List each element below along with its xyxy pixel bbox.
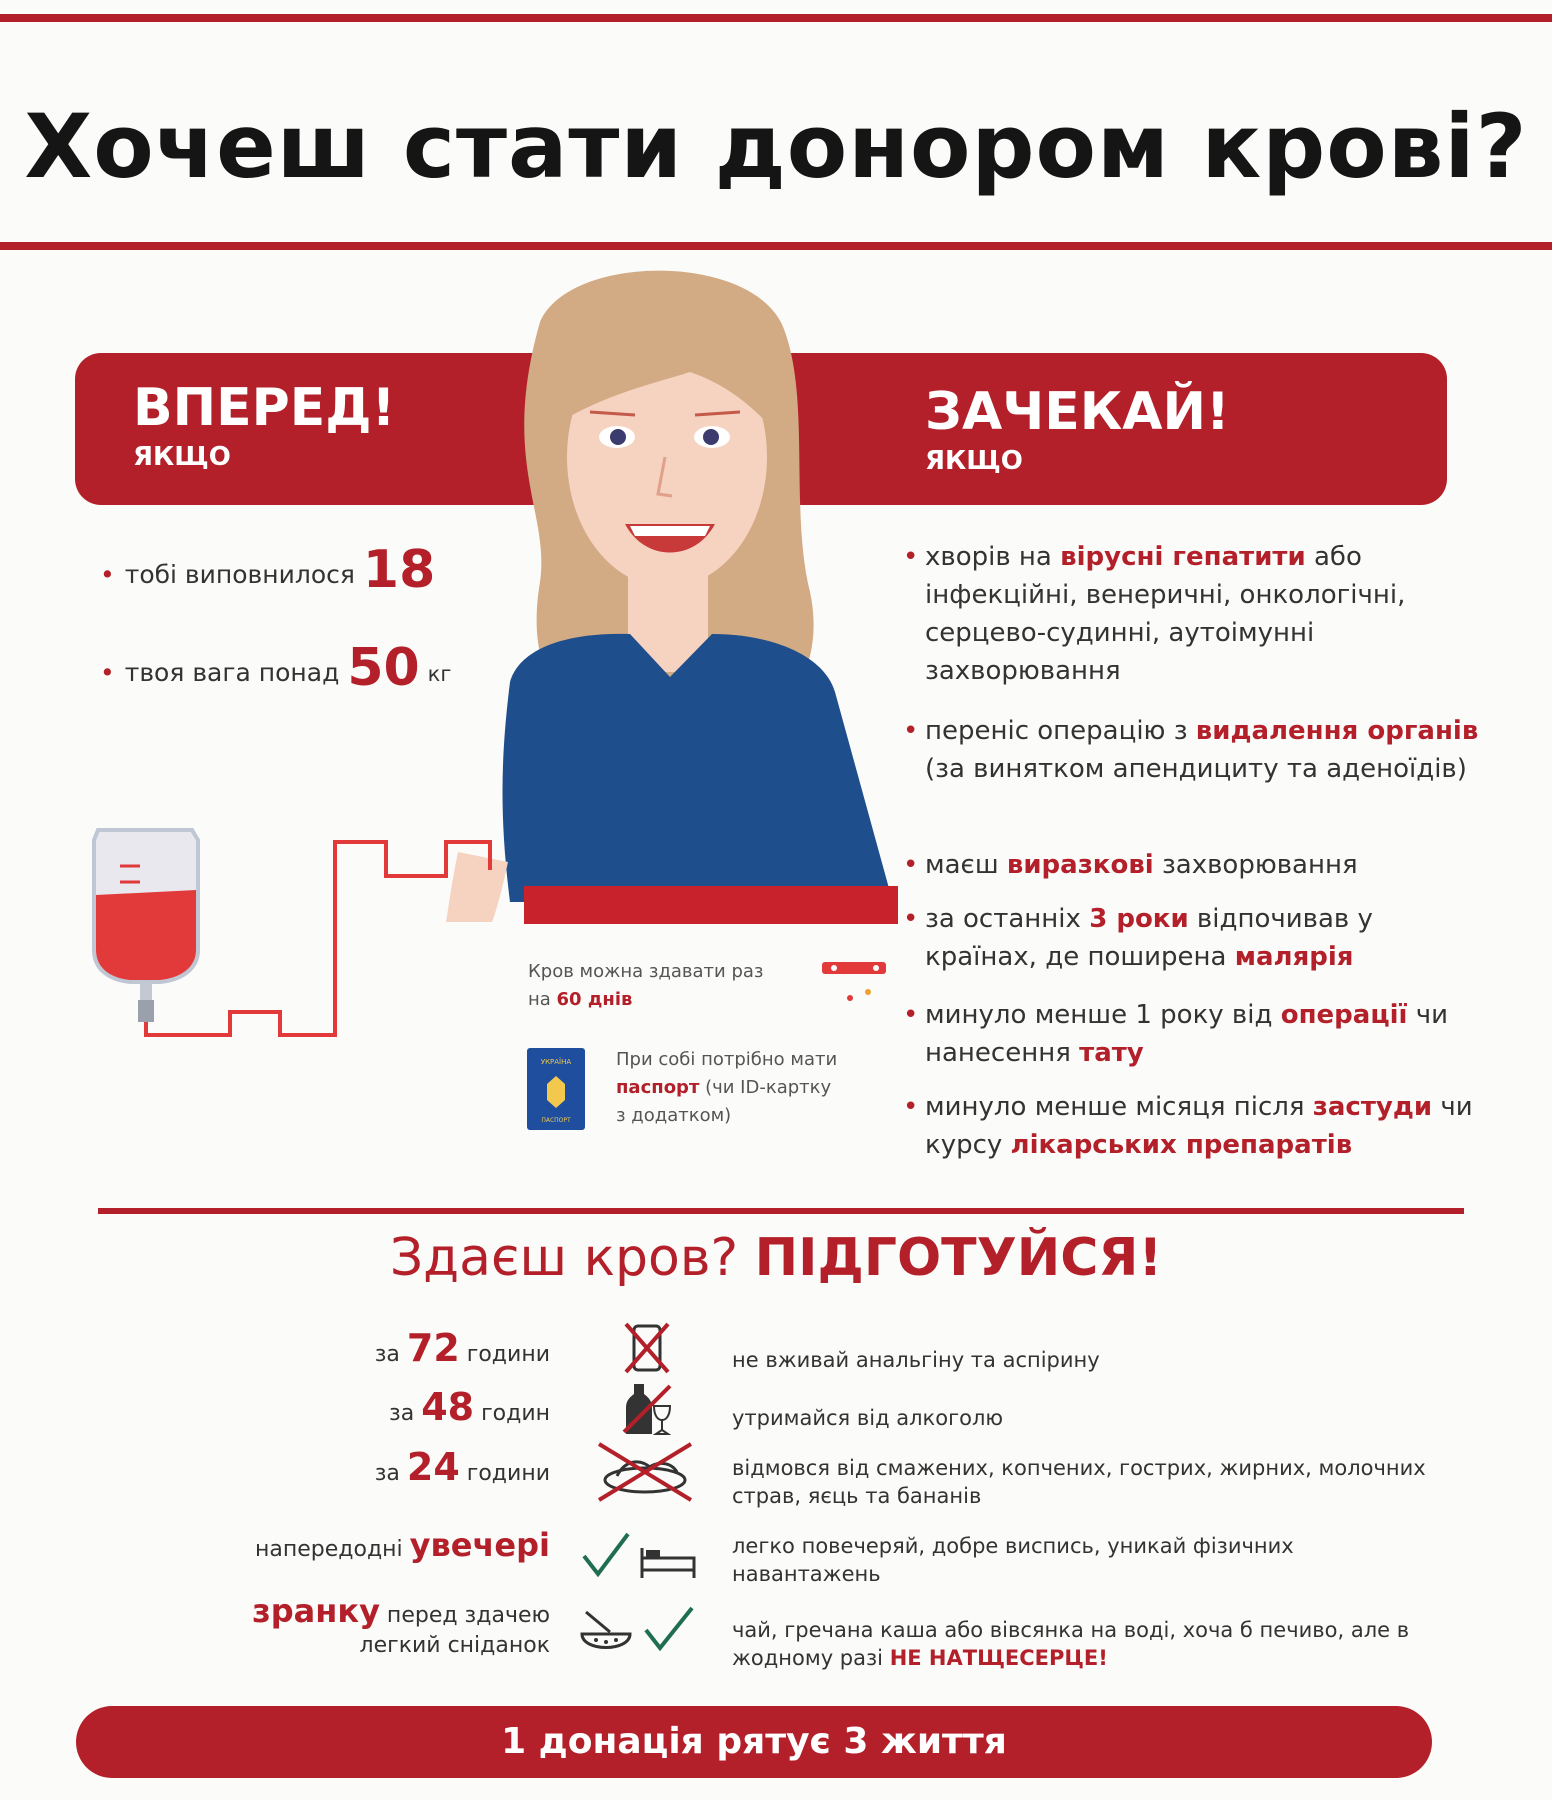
breakfast-check-icon <box>576 1604 700 1660</box>
age-text: тобі виповнилося <box>124 560 355 589</box>
no-alcohol-icon <box>622 1380 672 1436</box>
top-rule <box>0 14 1552 22</box>
blood-bag-icon <box>90 820 510 1050</box>
weight-text: твоя вага понад <box>124 658 340 687</box>
prep-time-72h: за 72 години <box>374 1326 550 1370</box>
svg-text:УКРАЇНА: УКРАЇНА <box>540 1058 572 1066</box>
go-subheading: ЯКЩО <box>133 442 231 472</box>
weight-value: 50 <box>347 638 420 698</box>
wait-condition-4: • за останніх 3 роки відпочивав у країнах, де поширена малярія <box>903 904 1373 972</box>
age-value: 18 <box>362 540 436 600</box>
wait-condition-5: • минуло менше 1 року від операції чи нанесення тату <box>903 1000 1448 1068</box>
wait-condition-2: • переніс операцію з видалення органів (за винятком апендициту та аденоїдів) <box>903 716 1479 784</box>
desk-bar <box>524 886 898 924</box>
svg-text:ПАСПОРТ: ПАСПОРТ <box>541 1117 571 1124</box>
footer-banner: 1 донація рятує 3 життя <box>76 1706 1432 1778</box>
no-fatty-food-icon <box>595 1440 695 1504</box>
donation-interval-note: Кров можна здавати раз на 60 днів <box>528 961 764 1010</box>
check-bed-icon <box>580 1528 700 1584</box>
calendar-icon <box>820 958 890 1008</box>
prep-time-evening: напередодні увечері <box>254 1526 550 1564</box>
prep-time-morning: зранку перед здачею легкий сніданок <box>252 1592 550 1658</box>
weight-unit: кг <box>427 662 452 686</box>
passport-icon <box>527 1048 585 1130</box>
wait-heading: ЗАЧЕКАЙ! <box>925 382 1230 442</box>
weight-condition <box>100 638 451 698</box>
wait-subheading: ЯКЩО <box>925 446 1023 476</box>
bullet: • <box>100 658 115 687</box>
prep-text-morning: чай, гречана каша або вівсянка на воді, хоча б печиво, але в жодному разі НЕ НАТЩЕСЕРЦЕ! <box>732 1618 1410 1670</box>
passport-note: При собі потрібно мати паспорт (чи ID-картку з додатком) <box>616 1049 838 1126</box>
prep-text-24h: відмовся від смажених, копчених, гострих, жирних, молочних страв, яєць та бананів <box>732 1456 1426 1508</box>
go-heading: ВПЕРЕД! <box>133 378 396 438</box>
prep-text-48h: утримайся від алкоголю <box>732 1406 1004 1430</box>
prep-time-48h: за 48 годин <box>389 1385 550 1429</box>
prep-text-72h: не вживай анальгіну та аспірину <box>732 1348 1100 1372</box>
no-pills-icon <box>622 1320 672 1376</box>
section-divider <box>98 1208 1464 1214</box>
wait-condition-1: • хворів на вірусні гепатити або інфекційні, венеричні, онкологічні, серцево-судинні, аутоімунні захворювання <box>903 542 1406 686</box>
wait-condition-3: • маєш виразкові захворювання <box>903 850 1358 880</box>
prep-text-evening: легко повечеряй, добре виспись, уникай фізичних навантажень <box>732 1534 1294 1586</box>
bullet: • <box>100 560 115 589</box>
page-title: Хочеш стати донором крові? <box>24 95 1528 198</box>
prepare-title: Здаєш кров? ПІДГОТУЙСЯ! <box>389 1228 1163 1288</box>
title-rule <box>0 242 1552 250</box>
age-condition <box>100 540 435 600</box>
wait-condition-6: • минуло менше місяця після застуди чи курсу лікарських препаратів <box>903 1092 1473 1160</box>
prep-time-24h: за 24 години <box>374 1445 550 1489</box>
shirt <box>503 634 891 902</box>
